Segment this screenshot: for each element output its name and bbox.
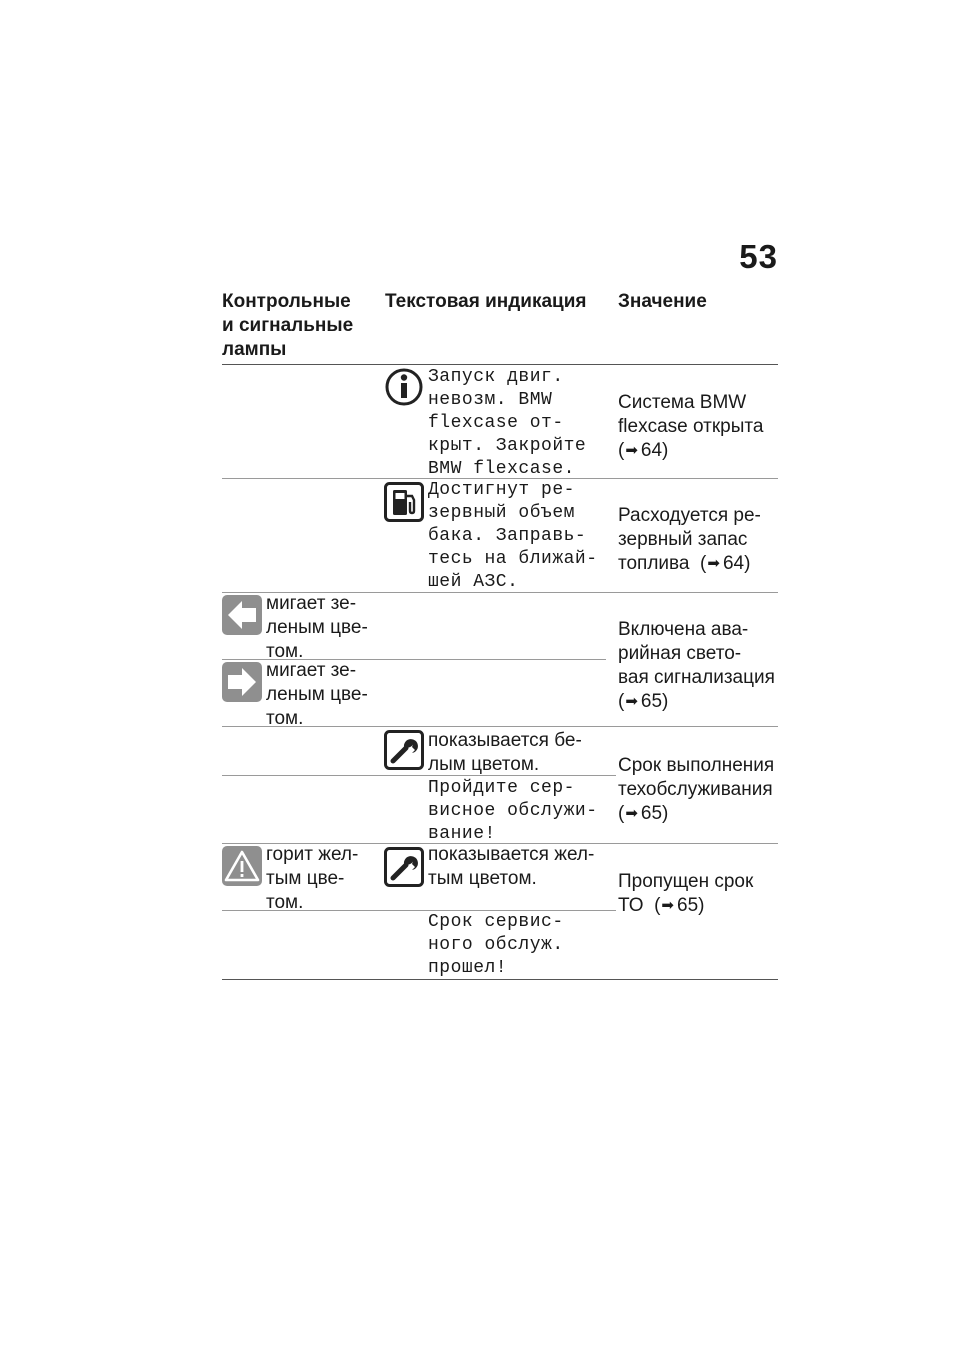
service-due-message: Пройдите сер- висное обслужи- вание!: [428, 778, 598, 844]
column-header-lamps: Контрольные и сигнальные лампы: [222, 291, 354, 360]
service-overdue-text: показывается жел- тым цветом.: [428, 844, 595, 889]
service-due-text: показывается бе- лым цветом.: [428, 730, 582, 775]
fuel-meaning: Расходуется ре- зервный запас топлива (➡ 64): [618, 505, 761, 574]
reference-arrow-icon: ➡: [661, 897, 674, 914]
arrow-left-icon: [222, 595, 262, 640]
fuel-ref[interactable]: 64): [722, 553, 751, 574]
hazard-ref[interactable]: 65): [640, 691, 669, 712]
reference-arrow-icon: ➡: [625, 693, 638, 710]
service-overdue-ref[interactable]: 65): [677, 895, 705, 916]
arrow-right-icon: [222, 662, 262, 707]
flexcase-meaning: Система BMW flexcase открыта (➡ 64): [618, 392, 764, 461]
wrench-icon: [384, 730, 424, 775]
page-number: 53: [739, 238, 778, 275]
service-overdue-lamp-text: горит жел- тым цве- том.: [266, 844, 359, 913]
column-header-meaning: Значение: [618, 291, 707, 312]
column-header-text-display: Текстовая индикация: [385, 291, 587, 312]
fuel-text: Достигнут ре- зервный объем бака. Заправь- тесь на ближай- шей АЗС.: [428, 480, 598, 592]
flexcase-text: Запуск двиг. невозм. BMW flexcase от- крыт. Закройте BMW flexcase.: [428, 367, 587, 479]
fuel-pump-icon: [384, 482, 424, 527]
hazard-meaning: Включена ава- рийная свето- вая сигнализация (➡ 65): [618, 619, 775, 712]
hazard-right-lamp-text: мигает зе- леным цве- том.: [266, 660, 368, 729]
warning-triangle-icon: [222, 846, 262, 891]
reference-arrow-icon: ➡: [625, 442, 638, 459]
service-due-ref[interactable]: 65): [640, 803, 669, 824]
info-icon: [384, 367, 424, 412]
service-overdue-meaning: Пропущен срок ТО (➡ 65): [618, 871, 754, 916]
header-divider: [222, 364, 778, 365]
wrench-icon: [384, 847, 424, 892]
service-overdue-message: Срок сервис- ного обслуж. прошел!: [428, 912, 564, 978]
reference-arrow-icon: ➡: [707, 555, 720, 572]
hazard-left-lamp-text: мигает зе- леным цве- том.: [266, 593, 368, 662]
reference-arrow-icon: ➡: [625, 805, 638, 822]
flexcase-ref[interactable]: 64): [640, 440, 669, 461]
service-due-meaning: Срок выполнения техобслуживания (➡ 65): [618, 755, 775, 824]
